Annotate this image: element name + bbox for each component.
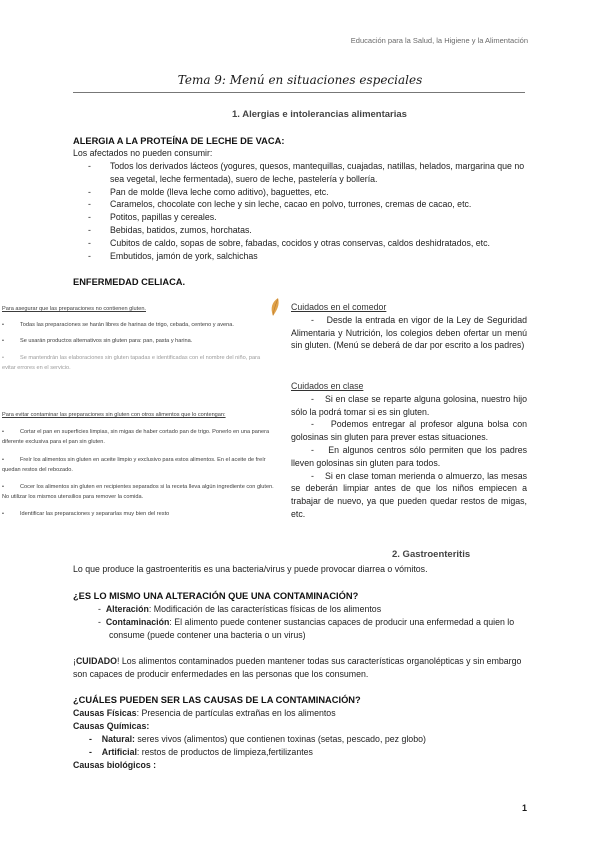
natural-item: - Natural: seres vivos (alimentos) que contienen toxinas (setas, pescado, pez globo)	[89, 734, 426, 744]
list-item: - Bebidas, batidos, zumos, horchatas.	[86, 224, 530, 237]
list-item: - Cubitos de caldo, sopas de sobre, fabadas, cocidos y otras conservas, caldos deshidratados, etc.	[86, 237, 530, 250]
list-item: - Pan de molde (lleva leche como aditivo), baguettes, etc.	[86, 186, 530, 199]
list-item: - Si en clase toman merienda o almuerzo, las mesas se deberán limpiar antes de que los niños empiecen a trabajar de nuevo, ya que pueden quedar restos de migas, etc.	[291, 470, 527, 519]
question-1: ¿ES LO MISMO UNA ALTERACIÓN QUE UNA CONTAMINACIÓN?	[73, 591, 359, 601]
leaf-icon	[268, 297, 282, 317]
list-item: • Se mantendrán las elaboraciones sin gluten tapadas e identificadas con el nombre del niño, para evitar errores en el servicio.	[2, 354, 261, 371]
list-item: - En algunos centros sólo permiten que los padres lleven golosinas sin gluten para todos.	[291, 444, 527, 468]
scan-block-2-heading: Para evitar contaminar las preparaciones sin gluten con otros alimentos que lo contengan:	[2, 412, 226, 418]
list-item: • Se usarán productos alternativos sin gluten para: pan, pasta y harina.	[2, 338, 193, 345]
cuidado-paragraph: ¡CUIDADO! Los alimentos contaminados pueden mantener todas sus características organolépticas y sin embargo son capaces de producir enfermedades en las personas que los consumen.	[73, 656, 522, 679]
contaminacion-item: - Contaminación: El alimento puede contener sustancias capaces de producir una enfermedad a quien lo consume (puede contener una bacteria o un virus)	[98, 617, 515, 640]
causas-quimicas: Causas Químicas:	[73, 721, 150, 731]
comedor-block	[291, 301, 527, 352]
alergia-list	[86, 160, 530, 262]
list-item: • Todas las preparaciones se harán libres de harinas de trigo, cebada, centeno y avena.	[2, 322, 234, 329]
scan-block-1	[2, 304, 274, 373]
list-item: - Potitos, papillas y cereales.	[86, 211, 530, 224]
page-title: Tema 9: Menú en situaciones especiales	[177, 73, 423, 87]
question-2: ¿CUÁLES PUEDEN SER LAS CAUSAS DE LA CONTAMINACIÓN?	[73, 695, 361, 705]
scan-block-1-heading: Para asegurar que las preparaciones no contienen gluten.	[2, 306, 146, 312]
gastro-intro: Lo que produce la gastroenteritis es una bacteria/virus y puede provocar diarrea o vómitos.	[73, 564, 428, 574]
artificial-item: - Artificial: restos de productos de limpieza,fertilizantes	[89, 747, 313, 757]
list-item: • Cortar el pan en superficies limpias, sin migas de haber cortado pan de trigo. Ponerlo en una panera diferente exclusiva para el pan sin gluten.	[2, 429, 270, 446]
clase-block	[291, 380, 527, 521]
comedor-heading: Cuidados en el comedor	[291, 302, 387, 312]
list-item: - Todos los derivados lácteos (yogures, quesos, mantequillas, cuajadas, natillas, helados, margarina que no sea vegetal, leche fermentada), suero de leche, pastelería y bollería.	[86, 160, 530, 186]
list-item: - Si en clase se reparte alguna golosina, nuestro hijo sólo la podrá tomar si es sin gluten.	[291, 393, 527, 417]
alergia-intro: Los afectados no pueden consumir:	[73, 148, 213, 158]
list-item: • Freír los alimentos sin gluten en aceite limpio y exclusivo para estos alimentos. En el aceite de freír quedan restos del rebozado.	[2, 456, 266, 473]
causas-fisicas: Causas Físicas: Presencia de partículas extrañas en los alimentos	[73, 708, 336, 718]
page-number: 1	[522, 803, 528, 813]
comedor-text: - Desde la entrada en vigor de la Ley de Seguridad Alimentaria y Nutrición, los colegios deben ofertar un menú sin gluten. (Menú se deberá de dar por escrito a los padres)	[291, 314, 527, 351]
list-item: • Cocer los alimentos sin gluten en recipientes separados si la receta lleva algún ingrediente con gluten. No utilizar los mismos utensilios para remover la comida.	[2, 484, 274, 501]
celiaca-title: ENFERMEDAD CELIACA.	[73, 277, 186, 287]
list-item: • Identificar las preparaciones y separarlas muy bien del resto	[2, 511, 170, 518]
alergia-title: ALERGIA A LA PROTEÍNA DE LECHE DE VACA:	[73, 136, 285, 146]
list-item: - Podemos entregar al profesor alguna bolsa con golosinas sin gluten para prever estas situaciones.	[291, 419, 527, 443]
running-header: Educación para la Salud, la Higiene y la Alimentación	[350, 36, 528, 45]
title-rule	[73, 92, 525, 93]
clase-heading: Cuidados en clase	[291, 381, 364, 391]
section-1-heading: 1. Alergias e intolerancias alimentarias	[232, 109, 407, 120]
list-item: - Embutidos, jamón de york, salchichas	[86, 250, 530, 263]
causas-biologicos: Causas biológicos :	[73, 760, 157, 770]
section-2-heading: 2. Gastroenteritis	[392, 549, 471, 560]
scan-block-2	[2, 410, 274, 520]
alteracion-item: - Alteración: Modificación de las características físicas de los alimentos	[98, 604, 382, 614]
list-item: - Caramelos, chocolate con leche y sin leche, cacao en polvo, turrones, cremas de cacao, etc.	[86, 198, 530, 211]
